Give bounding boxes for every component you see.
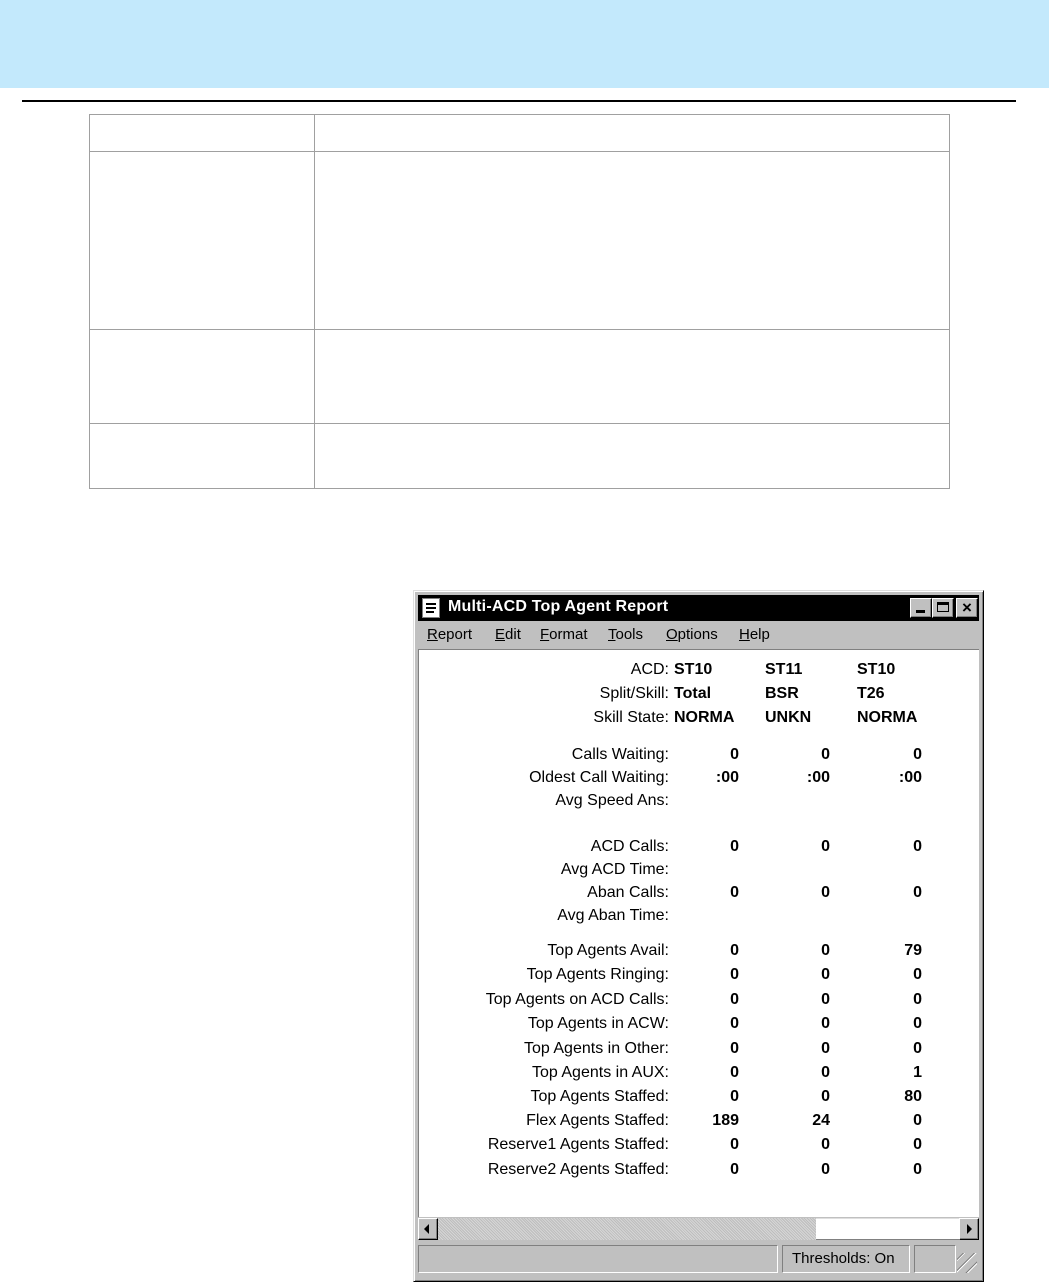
report-body	[418, 649, 979, 1217]
report-header-row: Split/Skill: Total BSR T26	[599, 685, 885, 702]
menu-format[interactable]: Format	[540, 626, 588, 643]
maximize-button[interactable]	[932, 598, 954, 618]
status-bar	[418, 1243, 979, 1277]
resize-grip-icon[interactable]	[957, 1253, 977, 1273]
menu-options[interactable]: Options	[666, 626, 718, 643]
report-row: Oldest Call Waiting: :00 :00 :00	[529, 769, 922, 786]
scrollbar-thumb[interactable]	[816, 1218, 959, 1240]
table-row	[90, 115, 950, 152]
table-row	[90, 424, 950, 489]
arrow-left-icon	[424, 1224, 429, 1234]
menu-report[interactable]: Report	[427, 626, 473, 643]
header-rule	[22, 100, 1016, 102]
horizontal-scrollbar[interactable]	[418, 1218, 979, 1240]
table-row	[90, 152, 950, 330]
status-pane-main	[418, 1245, 778, 1273]
report-row: Top Agents Staffed: 0 0 80	[530, 1088, 922, 1105]
table-row	[90, 330, 950, 424]
document-table	[89, 114, 950, 489]
page-header-band	[0, 0, 1049, 88]
close-icon: ×	[962, 598, 972, 617]
report-header-row: Skill State: NORMA UNKN NORMA	[593, 709, 918, 726]
scrollbar-track[interactable]	[438, 1218, 816, 1240]
report-row: Calls Waiting: 0 0 0	[571, 746, 922, 763]
menu-bar	[418, 623, 979, 647]
scroll-right-button[interactable]	[959, 1218, 979, 1240]
minimize-icon	[916, 610, 925, 613]
report-header-row: ACD: ST10 ST11 ST10	[630, 661, 896, 678]
close-button[interactable]	[956, 598, 978, 618]
arrow-right-icon	[967, 1224, 972, 1234]
status-pane-empty	[914, 1245, 956, 1273]
report-row: Top Agents Avail: 0 0 79	[547, 942, 922, 959]
menu-edit[interactable]: Edit	[495, 626, 521, 643]
minimize-button[interactable]	[910, 598, 932, 618]
maximize-icon	[937, 602, 949, 612]
menu-help[interactable]: Help	[739, 626, 770, 643]
scroll-left-button[interactable]	[418, 1218, 438, 1240]
report-row: Avg Aban Time:	[557, 907, 669, 924]
report-row: Aban Calls: 0 0 0	[587, 884, 922, 901]
report-row: Avg Speed Ans:	[555, 792, 669, 809]
report-window	[413, 590, 984, 1282]
report-row: ACD Calls: 0 0 0	[590, 838, 922, 855]
report-row: Top Agents in ACW: 0 0 0	[527, 1015, 922, 1032]
report-row: Reserve2 Agents Staffed: 0 0 0	[487, 1161, 922, 1178]
window-title: Multi-ACD Top Agent Report	[448, 598, 669, 615]
report-document-icon[interactable]	[422, 598, 440, 618]
report-row: Flex Agents Staffed: 189 24 0	[526, 1112, 922, 1129]
report-row: Avg ACD Time:	[560, 861, 669, 878]
report-row: Top Agents Ringing: 0 0 0	[526, 966, 922, 983]
report-row: Top Agents in Other: 0 0 0	[524, 1040, 922, 1057]
report-row: Top Agents in AUX: 0 0 1	[532, 1064, 922, 1081]
title-bar[interactable]	[418, 595, 979, 621]
report-row: Reserve1 Agents Staffed: 0 0 0	[487, 1136, 922, 1153]
report-row: Top Agents on ACD Calls: 0 0 0	[485, 991, 922, 1008]
thresholds-status: Thresholds: On	[782, 1245, 910, 1273]
menu-tools[interactable]: Tools	[608, 626, 644, 643]
